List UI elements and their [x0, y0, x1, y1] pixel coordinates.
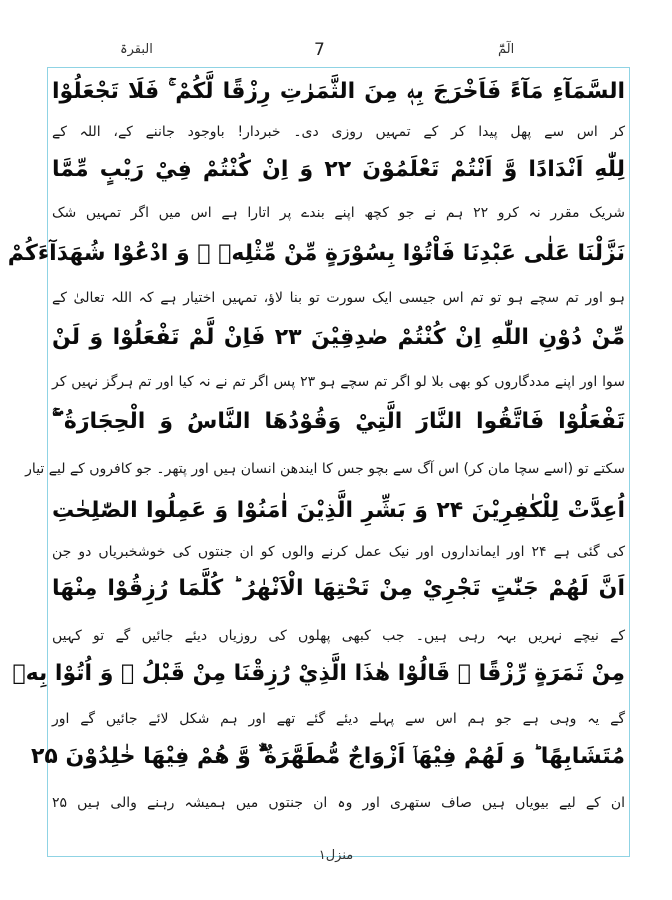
arabic-verse-line: اُعِدَّتْ لِلْكٰفِرِيْنَ ۲۴ وَ بَشِّرِ الَّذِيْنَ اٰمَنُوْا وَ عَمِلُوا الصّٰلِحٰتِ: [52, 498, 625, 523]
arabic-verse-line: مُتَشَابِهًا ؕ وَ لَهُمْ فِيْهَاۤ اَزْوَاجٌ مُّطَهَّرَةٌ ۙۗ وَّ هُمْ فِيْهَا خٰلِدُوْنَ ۲۵: [30, 744, 625, 769]
arabic-verse-line: لِلّٰهِ اَنْدَادًا وَّ اَنْتُمْ تَعْلَمُوْنَ ۲۲ وَ اِنْ كُنْتُمْ فِيْ رَيْبٍ مِّمَّا: [52, 157, 625, 182]
urdu-translation-line: کر اس سے پھل پیدا کر کے تمہیں روزی دی۔ خبردار! باوجود جاننے کے، اللہ کے: [52, 124, 625, 140]
urdu-translation-line: سوا اور اپنے مددگاروں کو بھی بلا لو اگر تم سچے ہو ۲۳ پس اگر تم نے نہ کیا اور تم ہرگز نہیں کر: [52, 374, 626, 390]
arabic-verse-line: نَزَّلْنَا عَلٰى عَبْدِنَا فَاْتُوْا بِسُوْرَةٍ مِّنْ مِّثْلِهٖ ۪ وَ ادْعُوْا شُهَدَآءَكُمْ: [7, 241, 625, 266]
arabic-verse-line: تَفْعَلُوْا فَاتَّقُوا النَّارَ الَّتِيْ وَقُوْدُهَا النَّاسُ وَ الْحِجَارَةُ ۚۖ: [52, 409, 625, 434]
arabic-verse-line: مِنْ ثَمَرَةٍ رِّزْقًا ۙ قَالُوْا هٰذَا الَّذِيْ رُزِقْنَا مِنْ قَبْلُ ۙ وَ اُتُوْا بِهٖ: [12, 661, 625, 686]
arabic-verse-line: مِّنْ دُوْنِ اللّٰهِ اِنْ كُنْتُمْ صٰدِقِيْنَ ۲۳ فَاِنْ لَّمْ تَفْعَلُوْا وَ لَنْ: [52, 325, 626, 350]
manzil-marker: منزل۱: [318, 848, 354, 863]
juz-name: الٓمّٓ: [498, 42, 515, 57]
urdu-translation-line: ان کے لیے بیویاں ہیں صاف ستھری اور وہ ان جنتوں میں ہمیشہ رہنے والی ہیں ۲۵: [52, 795, 625, 811]
urdu-translation-line: کی گئی ہے ۲۴ اور ایمانداروں اور نیک عمل کرنے والوں کو ان جنتوں کی خوشخبریاں دو جن: [52, 544, 625, 560]
arabic-verse-line: اَنَّ لَهُمْ جَنّٰتٍ تَجْرِيْ مِنْ تَحْتِهَا الْاَنْهٰرُ ؕ كُلَّمَا رُزِقُوْا مِنْهَا: [52, 576, 625, 601]
urdu-translation-line: شریک مقرر نہ کرو ۲۲ ہم نے جو کچھ اپنے بندے پر اتارا ہے اس میں اگر تمہیں شک: [52, 205, 625, 221]
urdu-translation-line: کے نیچے نہریں بہہ رہی ہیں۔ جب کبھی پھلوں کی روزیاں دیئے جائیں گے تو کہیں: [52, 628, 625, 644]
arabic-verse-line: السَّمَآءِ مَآءً فَاَخْرَجَ بِهٖ مِنَ الثَّمَرٰتِ رِزْقًا لَّكُمْ ۚ فَلَا تَجْعَلُوْا: [52, 79, 625, 104]
urdu-translation-line: ہو اور تم سچے ہو تو تم اس جیسی ایک سورت تو بنا لاؤ، تمہیں اختیار ہے کہ اللہ تعالیٰ کے: [52, 290, 625, 306]
page-header: [0, 40, 672, 66]
urdu-translation-line: سکتے تو (اسے سچا مان کر) اس آگ سے بچو جس کا ایندھن انسان ہیں اور پتھر۔ جو کافروں کے لیے تیار: [25, 461, 625, 477]
urdu-translation-line: گے یہ وہی ہے جو ہم اس سے پہلے دیئے گئے تھے اور ہم شکل لائے جائیں گے اور: [52, 711, 625, 727]
page-number: 7: [314, 40, 325, 60]
surah-name: البقرۃ: [120, 42, 153, 57]
